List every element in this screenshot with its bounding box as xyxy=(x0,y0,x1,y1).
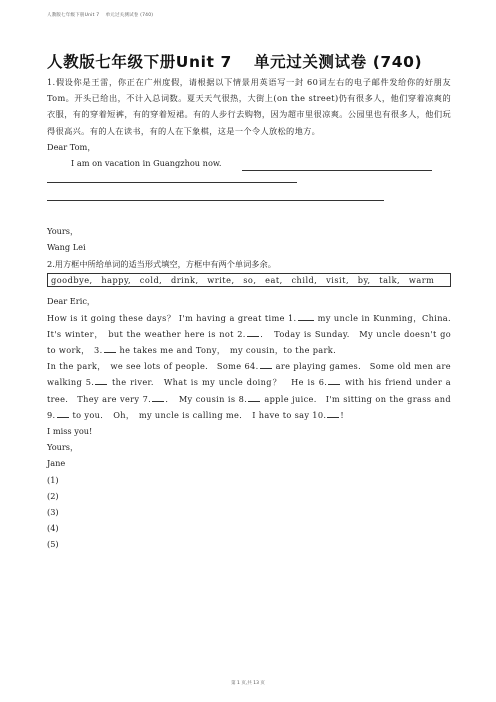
q1-opening-text: I am on vacation in Guangzhou now. xyxy=(71,158,222,169)
blank-1[interactable] xyxy=(298,313,314,321)
blank-6[interactable] xyxy=(328,377,340,385)
q2-salutation: Dear Eric， xyxy=(47,296,96,307)
q2-p1-c: ． Today is Sunday. My uncle doesn't go to work， 3. xyxy=(47,328,451,355)
q2-closing: Yours， xyxy=(47,442,79,453)
q2-p2-h: ! xyxy=(340,409,344,420)
blank-8[interactable] xyxy=(248,394,260,402)
blank-4[interactable] xyxy=(260,361,272,369)
q1-opening-line xyxy=(47,155,451,171)
running-header: 人教版七年级下册Unit 7 单元过关测试卷 (740) xyxy=(47,13,154,18)
answer-3: (3) xyxy=(47,506,59,517)
q2-p1-b: my uncle in Kunming，China. It's winter， but the weather here is not 2. xyxy=(47,312,460,339)
q2-paragraph-1 xyxy=(47,310,460,359)
document-body xyxy=(47,74,460,553)
blank-9[interactable] xyxy=(57,410,69,418)
blank-7[interactable] xyxy=(152,394,164,402)
answer-2: (2) xyxy=(47,490,59,501)
q1-signature: Wang Lei xyxy=(47,242,86,253)
blank-10[interactable] xyxy=(327,410,339,418)
q2-p2-a: In the park， we see lots of people. Some 64. xyxy=(47,361,259,372)
q2-p2-g: to you． Oh， my uncle is calling me． I have to say 10. xyxy=(69,409,327,420)
page-title: 人教版七年级下册Unit 7 单元过关测试卷 (740) xyxy=(47,53,423,71)
q1-writing-line-3[interactable] xyxy=(47,189,384,201)
q2-signature: Jane xyxy=(47,458,66,469)
answer-4: (4) xyxy=(47,523,59,534)
q2-p2-f: apple juice. I'm sitting on the grass and 9. xyxy=(47,393,452,420)
question-1-prompt: 1.假设你是王雷，你正在广州度假，请根据以下情景用英语写一封 60词左右的电子邮件发给你的好朋友 Tom。开头已给出，不计入总词数。夏天天气很热，大街上(on the street)仍有很多人，他们穿着凉爽的衣服，有的穿着短裤，有的穿着短裙。有的人步行去购物，因为超市里很凉爽。公园里也有很多人，他们玩得很高兴。有的人在读书，有的人在下象棋，这是一个令人放松的地方。 xyxy=(47,77,451,136)
question-2-prompt: 2.用方框中所给单词的适当形式填空，方框中有两个单词多余。 xyxy=(47,258,276,269)
q1-writing-blank[interactable] xyxy=(242,161,432,171)
q2-p2-e: ． My cousin is 8. xyxy=(165,393,248,404)
q2-p2-d: with his friend under a tree. They are very 7. xyxy=(47,377,452,404)
q2-p2-b: are playing games. Some old men are walking 5. xyxy=(47,361,451,388)
blank-3[interactable] xyxy=(104,345,116,353)
q2-miss: I miss you! xyxy=(47,425,93,436)
q1-writing-line-2[interactable] xyxy=(47,171,297,183)
q1-salutation: Dear Tom， xyxy=(47,141,96,152)
answer-1: (1) xyxy=(47,474,59,485)
spacer xyxy=(47,201,451,223)
q2-p1-d: he takes me and Tony， my cousin，to the park. xyxy=(116,344,337,355)
q2-p2-c: the river. What is my uncle doing？ He is 6. xyxy=(108,377,328,388)
q1-closing: Yours， xyxy=(47,226,79,237)
blank-5[interactable] xyxy=(95,377,107,385)
page-footer: 第 1 页,共 13 页 xyxy=(231,681,265,686)
answer-5: (5) xyxy=(47,539,59,550)
word-box: goodbye, happy, cold, drink, write, so, eat, child, visit, by, talk, warm xyxy=(47,273,451,288)
blank-2[interactable] xyxy=(247,329,259,337)
q2-p1-a: How is it going these days？ I'm having a great time 1. xyxy=(47,312,297,323)
q2-paragraph-2 xyxy=(47,358,451,423)
